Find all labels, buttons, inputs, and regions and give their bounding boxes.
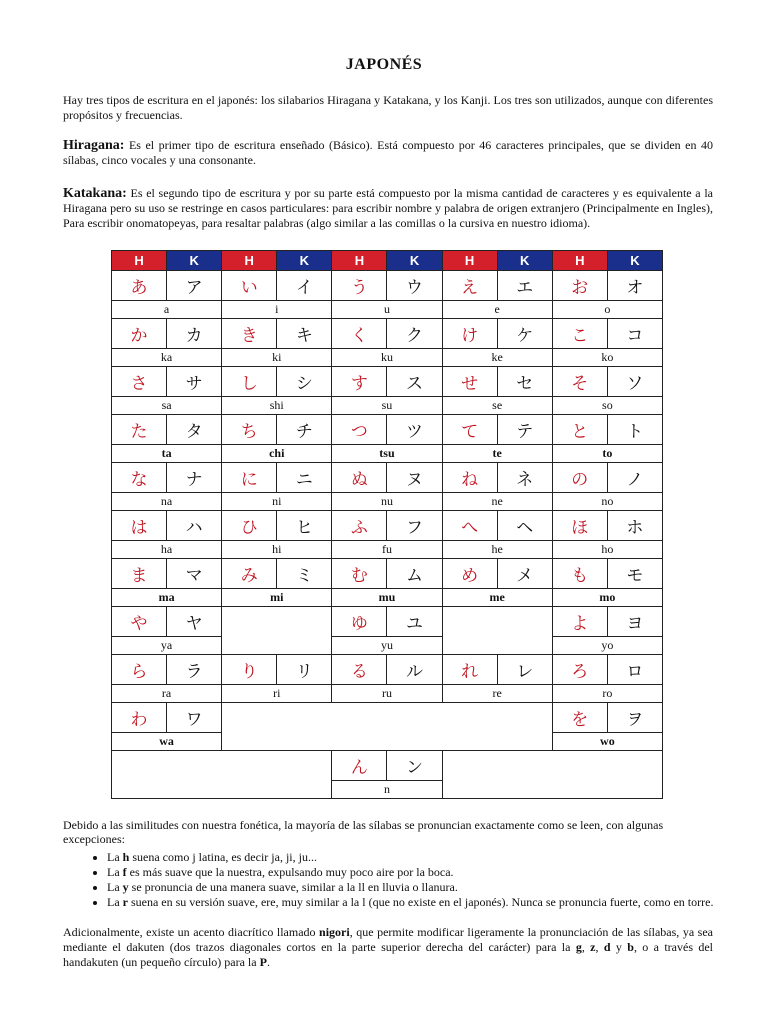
romaji-label: ya bbox=[112, 637, 222, 655]
katakana-char: ア bbox=[167, 271, 222, 301]
romaji-label: ke bbox=[442, 349, 552, 367]
nigori-term: nigori bbox=[319, 925, 350, 939]
hiragana-text: Es el primer tipo de escritura enseñado (Básico). Está compuesto por 46 caracteres principales, que se dividen en 40 sílabas, cinco vocales y una consonante. bbox=[63, 138, 713, 167]
header-katakana: K bbox=[497, 251, 552, 271]
katakana-paragraph bbox=[63, 186, 713, 231]
hiragana-char: る bbox=[332, 655, 387, 685]
katakana-char: ナ bbox=[167, 463, 222, 493]
hiragana-char: せ bbox=[442, 367, 497, 397]
empty-cell bbox=[222, 607, 332, 655]
romaji-label: e bbox=[442, 301, 552, 319]
page-title: JAPONÉS bbox=[345, 56, 423, 73]
hiragana-char: う bbox=[332, 271, 387, 301]
katakana-char: セ bbox=[497, 367, 552, 397]
katakana-char: ヲ bbox=[607, 703, 662, 733]
katakana-char: オ bbox=[607, 271, 662, 301]
katakana-text: Es el segundo tipo de escritura y por su parte está compuesto por la misma cantidad de caracteres y es equivalente a la Hiragana pero su uso se restringe en casos particulares: para escribir nombre y palabra de origen extranjero (Principalmente en Ingles), Para escribir onomatopeyas, para resaltar palabras (algo similar a las comillas o la cursiva en nuestro idioma). bbox=[63, 186, 713, 230]
katakana-char: ソ bbox=[607, 367, 662, 397]
romaji-label: n bbox=[332, 781, 442, 799]
romaji-label: no bbox=[552, 493, 662, 511]
final-text: , que permite modificar ligeramente la pronunciación de las sílabas, ya sea mediante el dakuten (dos trazos diagonales cortos en la parte superior derecha del carácter) para la bbox=[63, 925, 713, 954]
empty-cell bbox=[442, 751, 662, 799]
romaji-label: wa bbox=[112, 733, 222, 751]
katakana-char: ム bbox=[387, 559, 442, 589]
katakana-char: シ bbox=[277, 367, 332, 397]
hiragana-char: ぬ bbox=[332, 463, 387, 493]
katakana-char: カ bbox=[167, 319, 222, 349]
rule-text: suena como j latina, es decir ja, ji, ju... bbox=[129, 850, 317, 864]
romaji-label: chi bbox=[222, 445, 332, 463]
romaji-label: u bbox=[332, 301, 442, 319]
header-hiragana: H bbox=[222, 251, 277, 271]
letter-z: z bbox=[590, 940, 596, 954]
hiragana-char: ゆ bbox=[332, 607, 387, 637]
katakana-heading: Katakana: bbox=[63, 186, 127, 201]
header-katakana: K bbox=[387, 251, 442, 271]
letter-p: P bbox=[259, 955, 267, 969]
rule-item bbox=[107, 865, 757, 880]
katakana-char: タ bbox=[167, 415, 222, 445]
header-katakana: K bbox=[277, 251, 332, 271]
hiragana-char: は bbox=[112, 511, 167, 541]
rule-letter: h bbox=[122, 850, 130, 864]
romaji-label: ne bbox=[442, 493, 552, 511]
katakana-char: ケ bbox=[497, 319, 552, 349]
hiragana-char: ふ bbox=[332, 511, 387, 541]
katakana-char: ロ bbox=[607, 655, 662, 685]
katakana-char: ネ bbox=[497, 463, 552, 493]
katakana-char: チ bbox=[277, 415, 332, 445]
empty-cell bbox=[112, 751, 332, 799]
rule-item bbox=[107, 850, 757, 865]
romaji-label: yu bbox=[332, 637, 442, 655]
rule-text: La bbox=[107, 850, 123, 864]
katakana-char: ヤ bbox=[167, 607, 222, 637]
katakana-char: ヒ bbox=[277, 511, 332, 541]
letter-g: g bbox=[575, 940, 582, 954]
hiragana-char: な bbox=[112, 463, 167, 493]
hiragana-char: ん bbox=[332, 751, 387, 781]
hiragana-char: あ bbox=[112, 271, 167, 301]
header-hiragana: H bbox=[112, 251, 167, 271]
rule-letter: r bbox=[122, 895, 128, 909]
romaji-label: ka bbox=[112, 349, 222, 367]
katakana-char: ラ bbox=[167, 655, 222, 685]
hiragana-char: に bbox=[222, 463, 277, 493]
empty-cell bbox=[442, 607, 552, 655]
romaji-label: re bbox=[442, 685, 552, 703]
romaji-label: te bbox=[442, 445, 552, 463]
final-text: , bbox=[581, 940, 591, 954]
katakana-char: ハ bbox=[167, 511, 222, 541]
katakana-char: ル bbox=[387, 655, 442, 685]
hiragana-paragraph bbox=[63, 138, 713, 168]
romaji-label: tsu bbox=[332, 445, 442, 463]
romaji-label: ra bbox=[112, 685, 222, 703]
romaji-label: ki bbox=[222, 349, 332, 367]
hiragana-char: わ bbox=[112, 703, 167, 733]
hiragana-char: み bbox=[222, 559, 277, 589]
rule-text: se pronuncia de una manera suave, similar a la ll en lluvia o llanura. bbox=[128, 880, 458, 894]
romaji-label: ta bbox=[112, 445, 222, 463]
romaji-label: mu bbox=[332, 589, 442, 607]
rule-text: La bbox=[107, 865, 123, 879]
pronunciation-intro: Debido a las similitudes con nuestra fonética, la mayoría de las sílabas se pronuncian exactamente como se leen, con algunas excepciones: bbox=[63, 818, 664, 846]
katakana-char: ワ bbox=[167, 703, 222, 733]
hiragana-char: ら bbox=[112, 655, 167, 685]
final-text: , bbox=[595, 940, 604, 954]
hiragana-char: た bbox=[112, 415, 167, 445]
pronunciation-rules bbox=[63, 850, 757, 910]
katakana-char: リ bbox=[277, 655, 332, 685]
final-text: Adicionalmente, existe un acento diacrítico llamado bbox=[63, 925, 320, 939]
katakana-char: ツ bbox=[387, 415, 442, 445]
katakana-char: ト bbox=[607, 415, 662, 445]
hiragana-char: ひ bbox=[222, 511, 277, 541]
hiragana-char: よ bbox=[552, 607, 607, 637]
katakana-char: ヘ bbox=[497, 511, 552, 541]
hiragana-char: ろ bbox=[552, 655, 607, 685]
hiragana-char: へ bbox=[442, 511, 497, 541]
hiragana-char: や bbox=[112, 607, 167, 637]
romaji-label: ro bbox=[552, 685, 662, 703]
rule-text: La bbox=[107, 895, 123, 909]
katakana-char: イ bbox=[277, 271, 332, 301]
final-text: , o a través del handakuten (un pequeño círculo) para la bbox=[63, 940, 714, 969]
katakana-char: ス bbox=[387, 367, 442, 397]
katakana-char: サ bbox=[167, 367, 222, 397]
letter-d: d bbox=[603, 940, 611, 954]
final-text: . bbox=[266, 955, 270, 969]
romaji-label: ho bbox=[552, 541, 662, 559]
rule-item bbox=[107, 895, 757, 910]
header-hiragana: H bbox=[332, 251, 387, 271]
romaji-label: se bbox=[442, 397, 552, 415]
hiragana-char: き bbox=[222, 319, 277, 349]
hiragana-char: む bbox=[332, 559, 387, 589]
hiragana-char: り bbox=[222, 655, 277, 685]
final-paragraph bbox=[63, 925, 713, 970]
katakana-char: ノ bbox=[607, 463, 662, 493]
romaji-label: hi bbox=[222, 541, 332, 559]
romaji-label: ku bbox=[332, 349, 442, 367]
hiragana-char: ま bbox=[112, 559, 167, 589]
romaji-label: na bbox=[112, 493, 222, 511]
romaji-label: me bbox=[442, 589, 552, 607]
romaji-label: o bbox=[552, 301, 662, 319]
katakana-char: メ bbox=[497, 559, 552, 589]
romaji-label: to bbox=[552, 445, 662, 463]
katakana-char: ヨ bbox=[607, 607, 662, 637]
romaji-label: su bbox=[332, 397, 442, 415]
hiragana-char: め bbox=[442, 559, 497, 589]
hiragana-char: つ bbox=[332, 415, 387, 445]
katakana-char: ウ bbox=[387, 271, 442, 301]
hiragana-char: ほ bbox=[552, 511, 607, 541]
katakana-char: キ bbox=[277, 319, 332, 349]
letter-b: b bbox=[627, 940, 634, 954]
romaji-label: ha bbox=[112, 541, 222, 559]
hiragana-char: い bbox=[222, 271, 277, 301]
katakana-char: コ bbox=[607, 319, 662, 349]
romaji-label: so bbox=[552, 397, 662, 415]
rule-text: es más suave que la nuestra, expulsando muy poco aire por la boca. bbox=[126, 865, 454, 879]
hiragana-char: す bbox=[332, 367, 387, 397]
empty-cell bbox=[222, 703, 553, 751]
hiragana-char: の bbox=[552, 463, 607, 493]
hiragana-char: く bbox=[332, 319, 387, 349]
header-hiragana: H bbox=[442, 251, 497, 271]
hiragana-char: か bbox=[112, 319, 167, 349]
intro-paragraph: Hay tres tipos de escritura en el japonés: los silabarios Hiragana y Katakana, y los Kanji. Los tres son utilizados, aunque con diferentes propósitos y frecuencias. bbox=[63, 93, 713, 122]
hiragana-char: え bbox=[442, 271, 497, 301]
hiragana-char: し bbox=[222, 367, 277, 397]
romaji-label: shi bbox=[222, 397, 332, 415]
katakana-char: ニ bbox=[277, 463, 332, 493]
katakana-char: エ bbox=[497, 271, 552, 301]
romaji-label: nu bbox=[332, 493, 442, 511]
hiragana-char: ち bbox=[222, 415, 277, 445]
romaji-label: ko bbox=[552, 349, 662, 367]
hiragana-char: そ bbox=[552, 367, 607, 397]
rule-letter: y bbox=[122, 880, 129, 894]
hiragana-char: お bbox=[552, 271, 607, 301]
hiragana-char: て bbox=[442, 415, 497, 445]
romaji-label: sa bbox=[112, 397, 222, 415]
katakana-char: テ bbox=[497, 415, 552, 445]
hiragana-char: れ bbox=[442, 655, 497, 685]
rule-text: suena en su versión suave, ere, muy similar a la l (que no existe en el japonés). Nunca se pronuncia fuerte, como en torre. bbox=[127, 895, 714, 909]
romaji-label: ri bbox=[222, 685, 332, 703]
rule-letter: f bbox=[122, 865, 127, 879]
header-katakana: K bbox=[607, 251, 662, 271]
romaji-label: ma bbox=[112, 589, 222, 607]
hiragana-char: こ bbox=[552, 319, 607, 349]
romaji-label: ni bbox=[222, 493, 332, 511]
katakana-char: マ bbox=[167, 559, 222, 589]
katakana-char: ミ bbox=[277, 559, 332, 589]
rule-text: La bbox=[107, 880, 123, 894]
romaji-label: a bbox=[112, 301, 222, 319]
final-text: y bbox=[610, 940, 628, 954]
romaji-label: i bbox=[222, 301, 332, 319]
katakana-char: フ bbox=[387, 511, 442, 541]
katakana-char: ク bbox=[387, 319, 442, 349]
header-hiragana: H bbox=[552, 251, 607, 271]
romaji-label: ru bbox=[332, 685, 442, 703]
katakana-char: ヌ bbox=[387, 463, 442, 493]
header-katakana: K bbox=[167, 251, 222, 271]
romaji-label: wo bbox=[552, 733, 662, 751]
hiragana-heading: Hiragana: bbox=[63, 138, 125, 153]
romaji-label: mi bbox=[222, 589, 332, 607]
hiragana-char: け bbox=[442, 319, 497, 349]
romaji-label: fu bbox=[332, 541, 442, 559]
romaji-label: mo bbox=[552, 589, 662, 607]
hiragana-char: も bbox=[552, 559, 607, 589]
hiragana-char: と bbox=[552, 415, 607, 445]
kana-table bbox=[111, 250, 663, 799]
katakana-char: モ bbox=[607, 559, 662, 589]
katakana-char: レ bbox=[497, 655, 552, 685]
katakana-char: ユ bbox=[387, 607, 442, 637]
hiragana-char: さ bbox=[112, 367, 167, 397]
romaji-label: yo bbox=[552, 637, 662, 655]
hiragana-char: ね bbox=[442, 463, 497, 493]
rule-item bbox=[107, 880, 757, 895]
romaji-label: he bbox=[442, 541, 552, 559]
katakana-char: ホ bbox=[607, 511, 662, 541]
hiragana-char: を bbox=[552, 703, 607, 733]
katakana-char: ン bbox=[387, 751, 442, 781]
